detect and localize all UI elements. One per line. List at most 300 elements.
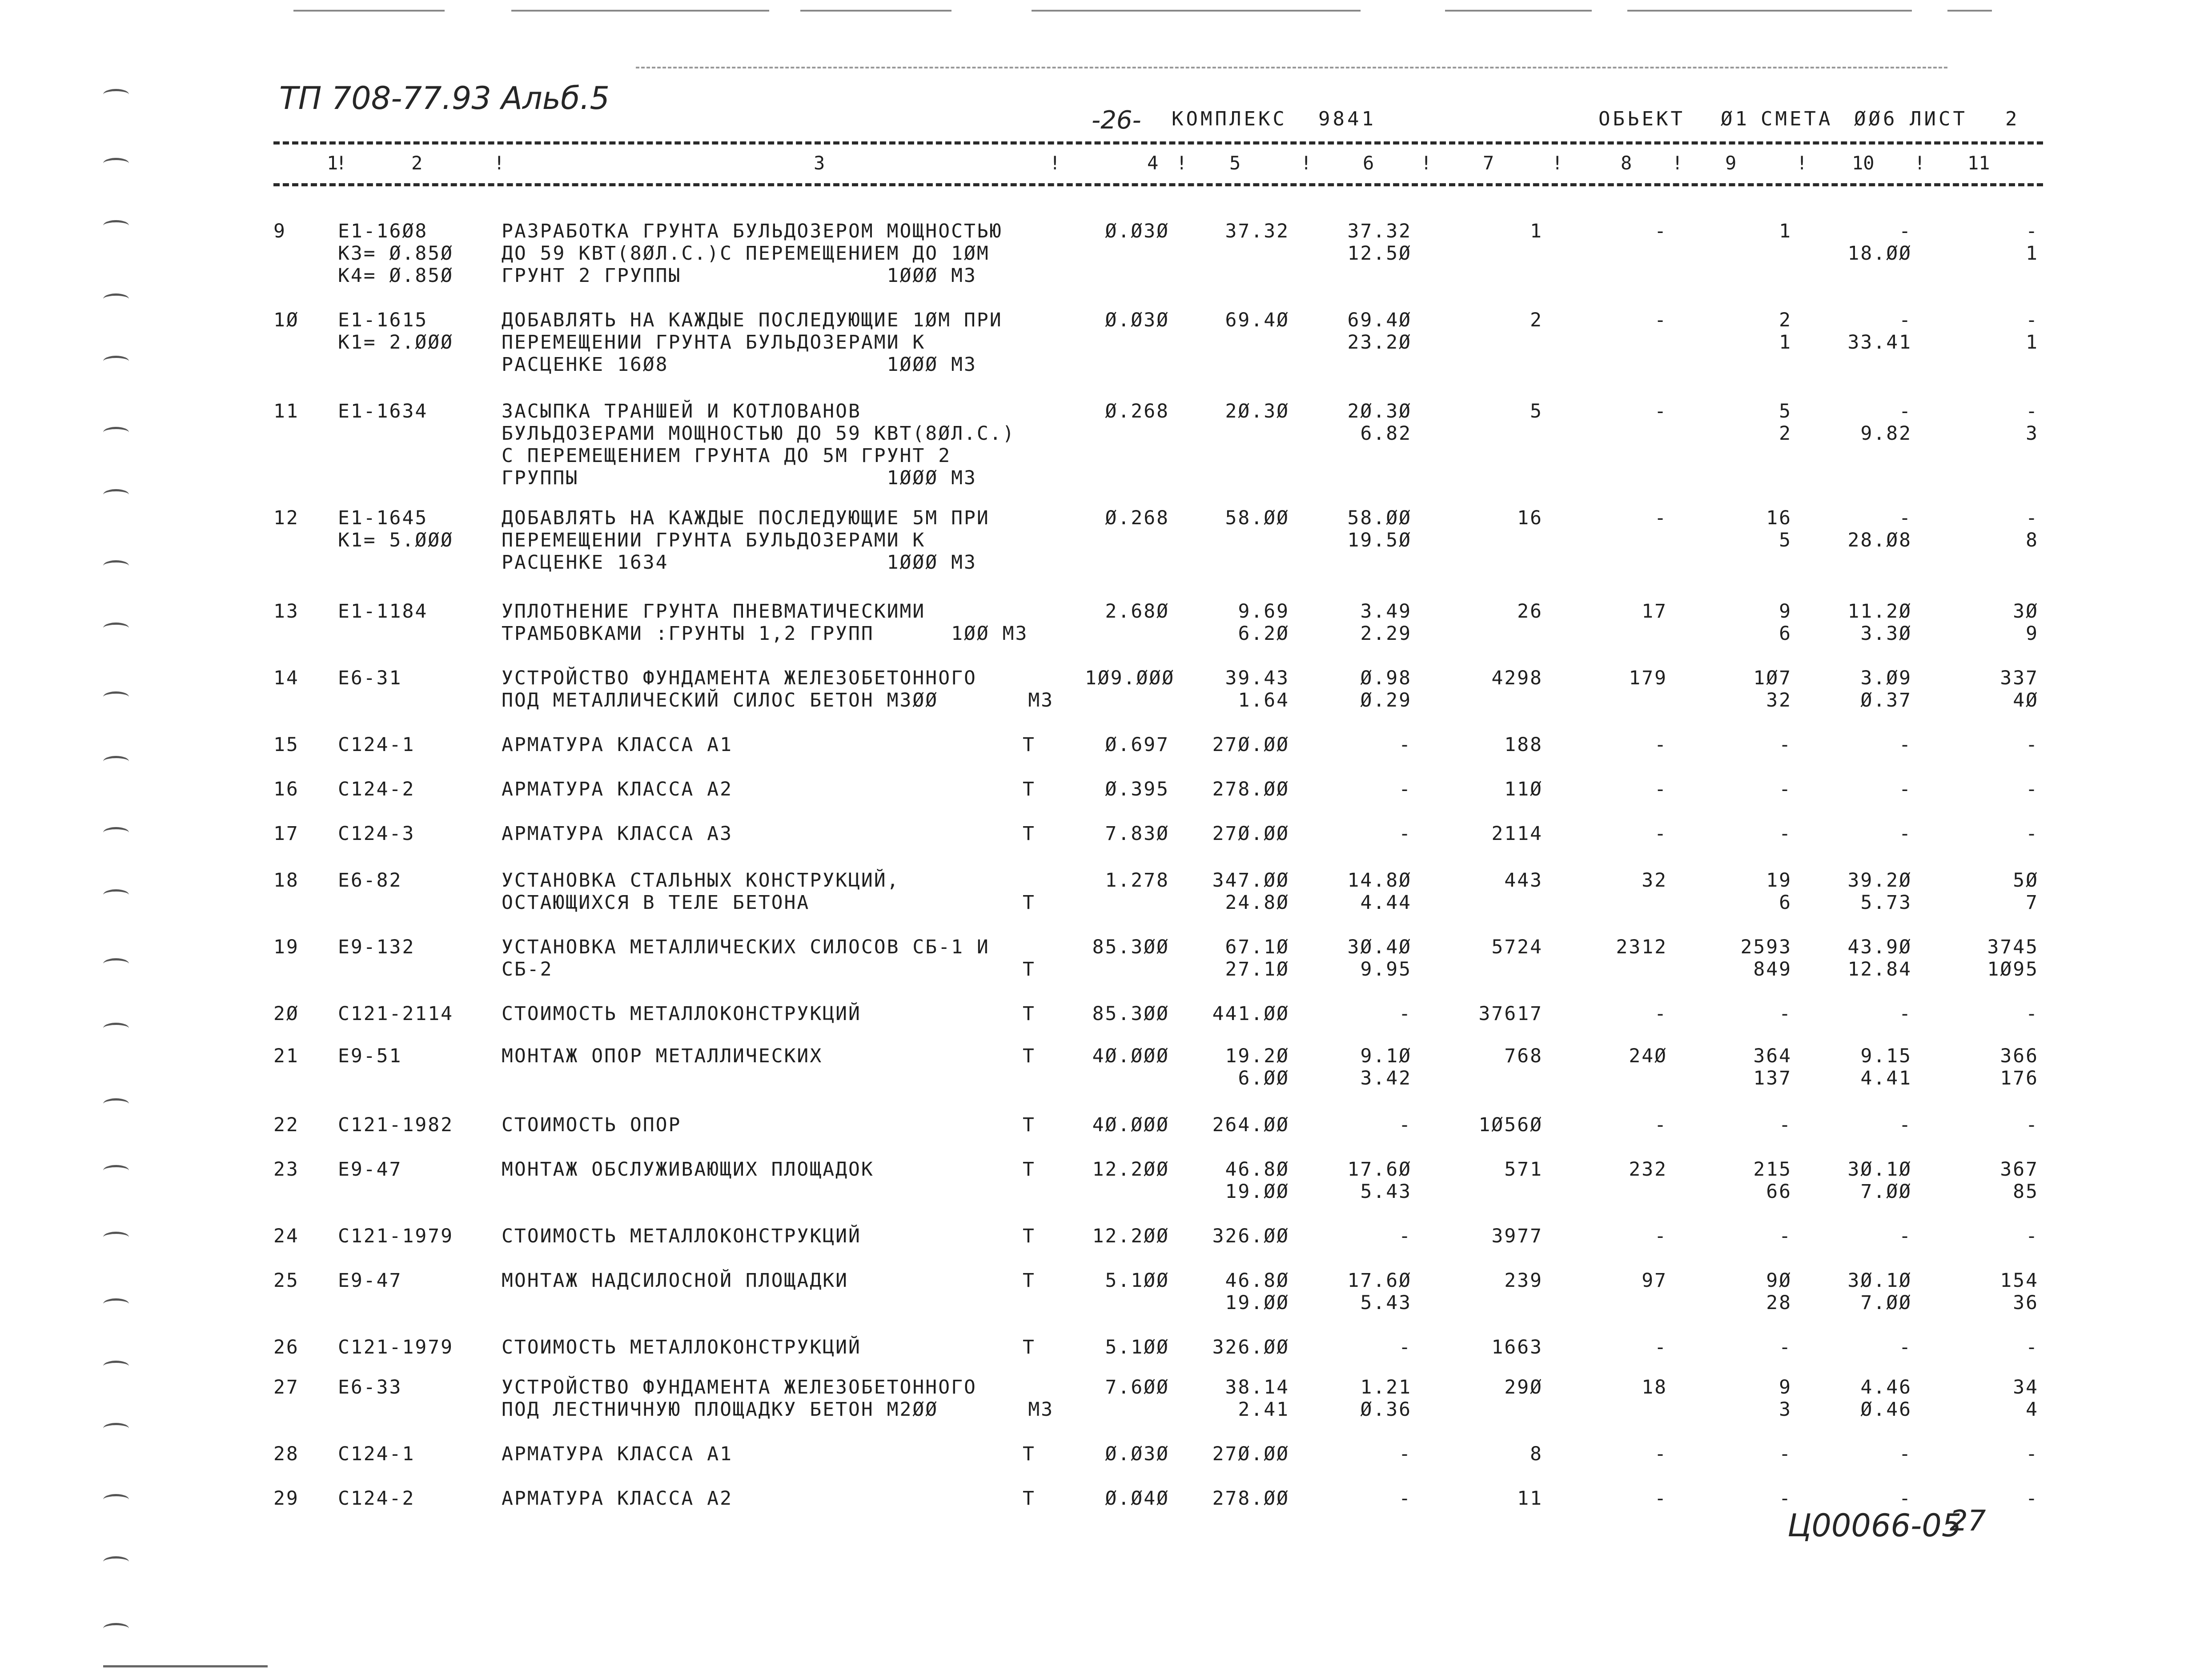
- col-11-line: 3745: [1987, 936, 2039, 958]
- quantity: Ø.Ø3Ø: [1105, 220, 1169, 242]
- col-10-line: -: [1899, 1003, 1912, 1025]
- col-9-line: 9: [1779, 600, 1792, 623]
- edge-mark: [103, 1623, 129, 1634]
- work-description-line: ГРУНТ 2 ГРУППЫ 1ØØØ М3: [502, 265, 977, 287]
- col-5: [1183, 220, 1289, 242]
- col-8: -: [1654, 1443, 1667, 1465]
- rate-code: [338, 1003, 476, 1025]
- col-11-line: -: [2026, 400, 2039, 422]
- col-9: [1676, 220, 1792, 242]
- col-11-line: 367: [2000, 1158, 2039, 1181]
- row-number: 9: [273, 220, 286, 242]
- col-5-line: 67.1Ø: [1225, 936, 1289, 958]
- col-10-line: 3Ø.1Ø: [1847, 1158, 1912, 1181]
- col-7: 239: [1504, 1269, 1543, 1292]
- col-5-line: 441.ØØ: [1212, 1003, 1289, 1025]
- quantity: 12.2ØØ: [1092, 1225, 1169, 1247]
- work-description-line: ОСТАЮЩИХСЯ В ТЕЛЕ БЕТОНА: [502, 892, 810, 914]
- quantity: 12.2ØØ: [1092, 1158, 1169, 1181]
- col-6-line: 6.82: [1360, 422, 1412, 445]
- col-10-line: 39.2Ø: [1847, 869, 1912, 892]
- unit: Т: [1023, 1045, 1036, 1067]
- work-description-line: УСТАНОВКА МЕТАЛЛИЧЕСКИХ СИЛОСОВ СБ-1 И: [502, 936, 990, 958]
- work-description: [502, 1443, 1013, 1465]
- col-10: [1805, 1045, 1912, 1089]
- col-9-line: 9: [1779, 1376, 1792, 1398]
- work-description-line: АРМАТУРА КЛАССА А2: [502, 1487, 733, 1510]
- header-rule-bottom: [273, 183, 2043, 186]
- work-description-line: СТОИМОСТЬ МЕТАЛЛОКОНСТРУКЦИЙ: [502, 1225, 861, 1247]
- col-10-line: 9.82: [1860, 422, 1912, 445]
- edge-mark: [103, 489, 129, 500]
- col-9: [1676, 1045, 1792, 1089]
- col-7: 26: [1517, 600, 1543, 623]
- column-separator: !: [1914, 152, 1926, 174]
- footer-stamp: Ц00066-05: [1787, 1507, 1962, 1544]
- quantity: 7.6ØØ: [1105, 1376, 1169, 1398]
- col-9-line: 6: [1779, 892, 1792, 914]
- col-5-line: 39.43: [1225, 667, 1289, 689]
- work-description-line: АРМАТУРА КЛАССА А3: [502, 823, 733, 845]
- rate-code-line: K1= 2.ØØØ: [338, 331, 454, 353]
- col-11-line: -: [2026, 1225, 2039, 1247]
- rate-code-line: E9-47: [338, 1158, 402, 1181]
- work-description-line: ДО 59 КВТ(8ØЛ.С.)С ПЕРЕМЕЩЕНИЕМ ДО 1ØМ: [502, 242, 990, 265]
- quantity: Ø.697: [1105, 734, 1169, 756]
- col-9-line: -: [1779, 1443, 1792, 1465]
- col-9-line: 1: [1779, 220, 1792, 242]
- col-11-line: 8: [2026, 529, 2039, 551]
- col-11: [1921, 1336, 2039, 1358]
- quantity: 85.3ØØ: [1092, 1003, 1169, 1025]
- row-number: 17: [273, 823, 299, 845]
- col-9: [1676, 507, 1792, 551]
- col-7: 8: [1530, 1443, 1543, 1465]
- col-5-line: 9.69: [1238, 600, 1289, 623]
- col-9-line: -: [1779, 778, 1792, 800]
- col-10: [1805, 507, 1912, 551]
- col-7: 768: [1504, 1045, 1543, 1067]
- col-10: [1805, 220, 1912, 265]
- rate-code-line: C124-1: [338, 734, 415, 756]
- col-11-line: -: [2026, 1114, 2039, 1136]
- rate-code-line: K3= Ø.85Ø: [338, 242, 454, 265]
- col-11-line: -: [2026, 1336, 2039, 1358]
- rate-code-line: E9-51: [338, 1045, 402, 1067]
- col-10-line: -: [1899, 778, 1912, 800]
- col-5: [1183, 600, 1289, 645]
- rate-code-line: K4= Ø.85Ø: [338, 265, 454, 287]
- edge-mark: [103, 1232, 129, 1243]
- col-6-line: 69.4Ø: [1347, 309, 1412, 331]
- col-6-line: 17.6Ø: [1347, 1269, 1412, 1292]
- rate-code: [338, 507, 476, 551]
- work-description-line: С ПЕРЕМЕЩЕНИЕМ ГРУНТА ДО 5М ГРУНТ 2: [502, 445, 951, 467]
- quantity: 5.1ØØ: [1105, 1336, 1169, 1358]
- col-11-line: 3: [2026, 422, 2039, 445]
- col-5-line: 27Ø.ØØ: [1212, 734, 1289, 756]
- col-11: [1921, 1114, 2039, 1136]
- col-5-line: 6.2Ø: [1238, 623, 1289, 645]
- work-description: [502, 1114, 1013, 1136]
- work-description-line: СБ-2: [502, 958, 553, 980]
- col-8: -: [1654, 507, 1667, 529]
- work-description-line: ЗАСЫПКА ТРАНШЕЙ И КОТЛОВАНОВ: [502, 400, 861, 422]
- col-10: [1805, 1158, 1912, 1203]
- rate-code-line: E9-132: [338, 936, 415, 958]
- col-11: [1921, 400, 2039, 445]
- col-5: [1183, 869, 1289, 914]
- col-6: [1303, 1443, 1412, 1465]
- col-5-line: 326.ØØ: [1212, 1225, 1289, 1247]
- col-6: [1303, 869, 1412, 914]
- col-11-line: -: [2026, 1443, 2039, 1465]
- rate-code: [338, 600, 476, 623]
- col-7: 571: [1504, 1158, 1543, 1181]
- work-description: [502, 1158, 1013, 1181]
- row-number: 12: [273, 507, 299, 529]
- col-5: [1183, 1003, 1289, 1025]
- col-10-line: -: [1899, 309, 1912, 331]
- col-6-line: Ø.29: [1360, 689, 1412, 711]
- work-description: [502, 1269, 1013, 1292]
- column-header-7: 7: [1483, 152, 1494, 174]
- col-6: [1303, 600, 1412, 645]
- col-5-line: 1.64: [1238, 689, 1289, 711]
- col-11-line: -: [2026, 309, 2039, 331]
- col-7: 1663: [1491, 1336, 1543, 1358]
- work-description-line: МОНТАЖ ОПОР МЕТАЛЛИЧЕСКИХ: [502, 1045, 823, 1067]
- col-5: [1183, 1225, 1289, 1247]
- col-6-line: 1.21: [1360, 1376, 1412, 1398]
- edge-mark: [103, 220, 129, 231]
- col-6: [1303, 1225, 1412, 1247]
- unit: Т: [1023, 1003, 1036, 1025]
- rate-code: [338, 1336, 476, 1358]
- col-10: [1805, 734, 1912, 756]
- col-10-line: -: [1899, 1336, 1912, 1358]
- edge-mark: [103, 1556, 129, 1567]
- col-10: [1805, 1269, 1912, 1314]
- col-8: -: [1654, 823, 1667, 845]
- col-10-line: 11.2Ø: [1847, 600, 1912, 623]
- col-11: [1921, 220, 2039, 265]
- column-separator: !: [1176, 152, 1188, 174]
- col-8: 18: [1642, 1376, 1667, 1398]
- row-number: 14: [273, 667, 299, 689]
- column-header-9: 9: [1725, 152, 1737, 174]
- col-5: [1183, 1376, 1289, 1421]
- col-10-line: -: [1899, 400, 1912, 422]
- col-10: [1805, 600, 1912, 645]
- col-5: [1183, 667, 1289, 711]
- scan-line: [293, 10, 445, 12]
- work-description-line: АРМАТУРА КЛАССА А1: [502, 734, 733, 756]
- col-6-line: 14.8Ø: [1347, 869, 1412, 892]
- col-11: [1921, 1443, 2039, 1465]
- rate-code: [338, 309, 476, 353]
- row-number: 13: [273, 600, 299, 623]
- col-7: 11: [1517, 1487, 1543, 1510]
- unit: Т: [1023, 1487, 1036, 1510]
- column-header-5: 5: [1229, 152, 1241, 174]
- work-description-line: ПОД МЕТАЛЛИЧЕСКИЙ СИЛОС БЕТОН М3ØØ М3: [502, 689, 1054, 711]
- col-5: [1183, 1045, 1289, 1089]
- col-9: [1676, 1487, 1792, 1510]
- row-number: 18: [273, 869, 299, 892]
- col-9-line: 2: [1779, 309, 1792, 331]
- scan-line: [800, 10, 951, 12]
- col-10-line: 3.3Ø: [1860, 623, 1912, 645]
- column-header-1: 1: [327, 152, 338, 174]
- col-6-line: 2.29: [1360, 623, 1412, 645]
- col-6-line: -: [1399, 823, 1412, 845]
- edge-mark: [103, 356, 129, 367]
- work-description: [502, 220, 1013, 287]
- column-separator: !: [1301, 152, 1312, 174]
- col-9-line: -: [1779, 1225, 1792, 1247]
- rate-code-line: E1-1645: [338, 507, 428, 529]
- rate-code-line: C121-1982: [338, 1114, 454, 1136]
- col-10-line: Ø.37: [1860, 689, 1912, 711]
- work-description: [502, 1376, 1054, 1421]
- col-10: [1805, 869, 1912, 914]
- col-5: [1183, 1336, 1289, 1358]
- col-11-line: 337: [2000, 667, 2039, 689]
- column-separator: !: [336, 152, 347, 174]
- col-11: [1921, 1269, 2039, 1314]
- col-5: [1183, 309, 1289, 331]
- col-6-line: -: [1399, 1225, 1412, 1247]
- unit: Т: [1023, 823, 1036, 845]
- work-description-line: УСТАНОВКА СТАЛЬНЫХ КОНСТРУКЦИЙ,: [502, 869, 900, 892]
- col-6-line: 19.5Ø: [1347, 529, 1412, 551]
- work-description: [502, 778, 1013, 800]
- col-6-line: 9.1Ø: [1360, 1045, 1412, 1067]
- header-rule-top: [273, 141, 2043, 145]
- scan-line: [1627, 10, 1912, 12]
- col-6-line: 17.6Ø: [1347, 1158, 1412, 1181]
- unit: Т: [1023, 1158, 1036, 1181]
- rate-code-line: E1-1615: [338, 309, 428, 331]
- edge-mark: [103, 1023, 129, 1034]
- rate-code: [338, 1269, 476, 1292]
- edge-mark: [103, 560, 129, 571]
- col-5-line: 6.ØØ: [1238, 1067, 1289, 1089]
- row-number: 19: [273, 936, 299, 958]
- object-label: ОБЬЕКТ: [1598, 108, 1685, 130]
- col-10: [1805, 823, 1912, 845]
- col-9: [1676, 1269, 1792, 1314]
- col-11-line: -: [2026, 1487, 2039, 1510]
- col-6-line: -: [1399, 1114, 1412, 1136]
- rate-code-line: C124-2: [338, 778, 415, 800]
- col-9-line: 3: [1779, 1398, 1792, 1421]
- col-6: [1303, 507, 1412, 551]
- work-description-line: МОНТАЖ ОБСЛУЖИВАЮЩИХ ПЛОЩАДОК: [502, 1158, 874, 1181]
- col-6-line: 58.ØØ: [1347, 507, 1412, 529]
- rate-code: [338, 734, 476, 756]
- handwritten-page-number: -26-: [1092, 106, 1141, 135]
- col-9-line: 364: [1753, 1045, 1792, 1067]
- col-10: [1805, 1114, 1912, 1136]
- col-6-line: Ø.36: [1360, 1398, 1412, 1421]
- col-5-line: 38.14: [1225, 1376, 1289, 1398]
- col-10-line: 7.ØØ: [1860, 1181, 1912, 1203]
- col-7: 2: [1530, 309, 1543, 331]
- col-10-line: 43.9Ø: [1847, 936, 1912, 958]
- col-8: -: [1654, 400, 1667, 422]
- col-7: 5724: [1491, 936, 1543, 958]
- column-header-11: 11: [1967, 152, 1990, 174]
- col-10: [1805, 1487, 1912, 1510]
- column-separator: !: [1552, 152, 1563, 174]
- row-number: 26: [273, 1336, 299, 1358]
- work-description-line: УСТРОЙСТВО ФУНДАМЕНТА ЖЕЛЕЗОБЕТОННОГО: [502, 667, 977, 689]
- work-description-line: ГРУППЫ 1ØØØ М3: [502, 467, 977, 489]
- col-10-line: -: [1899, 220, 1912, 242]
- col-11: [1921, 1376, 2039, 1421]
- col-11: [1921, 667, 2039, 711]
- scan-line: [1947, 10, 1992, 12]
- unit: Т: [1023, 1269, 1036, 1292]
- col-5-line: 19.ØØ: [1225, 1181, 1289, 1203]
- rate-code: [338, 823, 476, 845]
- col-7: 1: [1530, 220, 1543, 242]
- work-description: [502, 1336, 1013, 1358]
- scan-line: [1032, 10, 1361, 12]
- col-9-line: 9Ø: [1766, 1269, 1792, 1292]
- edge-mark: [103, 1298, 129, 1309]
- col-9-line: -: [1779, 1487, 1792, 1510]
- col-6-line: 9.95: [1360, 958, 1412, 980]
- col-5: [1183, 1269, 1289, 1314]
- estimate-value: ØØ6: [1854, 108, 1898, 130]
- col-5: [1183, 1158, 1289, 1203]
- col-10-line: -: [1899, 1114, 1912, 1136]
- col-8: 232: [1629, 1158, 1667, 1181]
- row-number: 15: [273, 734, 299, 756]
- col-6: [1303, 220, 1412, 265]
- quantity: Ø.395: [1105, 778, 1169, 800]
- col-6: [1303, 400, 1412, 445]
- col-5-line: 347.ØØ: [1212, 869, 1289, 892]
- column-header-3: 3: [814, 152, 825, 174]
- column-header-10: 10: [1852, 152, 1875, 174]
- col-10-line: 18.ØØ: [1847, 242, 1912, 265]
- quantity: 4Ø.ØØØ: [1092, 1114, 1169, 1136]
- col-11: [1921, 734, 2039, 756]
- col-8: -: [1654, 1114, 1667, 1136]
- col-10: [1805, 400, 1912, 445]
- col-9-line: 137: [1753, 1067, 1792, 1089]
- col-10-line: 4.41: [1860, 1067, 1912, 1089]
- col-10: [1805, 778, 1912, 800]
- work-description-line: РАСЦЕНКЕ 16Ø8 1ØØØ М3: [502, 353, 977, 376]
- col-10: [1805, 1443, 1912, 1465]
- col-9-line: -: [1779, 734, 1792, 756]
- col-9: [1676, 823, 1792, 845]
- col-11-line: 176: [2000, 1067, 2039, 1089]
- col-10-line: Ø.46: [1860, 1398, 1912, 1421]
- rate-code: [338, 400, 476, 422]
- quantity: Ø.268: [1105, 400, 1169, 422]
- col-6-line: 23.2Ø: [1347, 331, 1412, 353]
- col-10-line: -: [1899, 1487, 1912, 1510]
- work-description: [502, 600, 1028, 645]
- col-9-line: 6: [1779, 623, 1792, 645]
- quantity: 7.83Ø: [1105, 823, 1169, 845]
- col-11-line: 36: [2013, 1292, 2039, 1314]
- col-11-line: 154: [2000, 1269, 2039, 1292]
- col-5-line: 37.32: [1225, 220, 1289, 242]
- column-header-2: 2: [411, 152, 423, 174]
- rate-code-line: C124-2: [338, 1487, 415, 1510]
- column-separator: !: [1796, 152, 1808, 174]
- work-description-line: БУЛЬДОЗЕРАМИ МОЩНОСТЬЮ ДО 59 КВТ(8ØЛ.С.): [502, 422, 1016, 445]
- col-9-line: -: [1779, 1336, 1792, 1358]
- quantity: Ø.Ø3Ø: [1105, 1443, 1169, 1465]
- footer-page: 27: [1950, 1505, 1986, 1538]
- rate-code: [338, 1376, 476, 1398]
- handwritten-title: ТП 708-77.93 Альб.5: [279, 80, 610, 116]
- col-9-line: 32: [1766, 689, 1792, 711]
- col-6: [1303, 823, 1412, 845]
- col-6: [1303, 1376, 1412, 1421]
- col-5-line: 326.ØØ: [1212, 1336, 1289, 1358]
- col-11-line: 85: [2013, 1181, 2039, 1203]
- col-11: [1921, 1045, 2039, 1089]
- rate-code-line: E9-47: [338, 1269, 402, 1292]
- unit: Т: [1023, 778, 1036, 800]
- quantity: 85.3ØØ: [1092, 936, 1169, 958]
- unit: Т: [1023, 1114, 1036, 1136]
- work-description-line: АРМАТУРА КЛАССА А1: [502, 1443, 733, 1465]
- col-10: [1805, 1225, 1912, 1247]
- row-number: 27: [273, 1376, 299, 1398]
- col-10: [1805, 936, 1912, 980]
- col-11-line: -: [2026, 1003, 2039, 1025]
- work-description: [502, 507, 1013, 574]
- edge-mark: [103, 1494, 129, 1505]
- col-8: -: [1654, 1225, 1667, 1247]
- col-6: [1303, 734, 1412, 756]
- col-7: 4298: [1491, 667, 1543, 689]
- rate-code-line: C121-1979: [338, 1225, 454, 1247]
- col-10-line: 3Ø.1Ø: [1847, 1269, 1912, 1292]
- col-6: [1303, 1336, 1412, 1358]
- quantity: 5.1ØØ: [1105, 1269, 1169, 1292]
- quantity: 1.278: [1105, 869, 1169, 892]
- col-6-line: 5.43: [1360, 1181, 1412, 1203]
- col-7: 29Ø: [1504, 1376, 1543, 1398]
- col-8: 24Ø: [1629, 1045, 1667, 1067]
- row-number: 2Ø: [273, 1003, 299, 1025]
- col-6-line: -: [1399, 1443, 1412, 1465]
- row-number: 23: [273, 1158, 299, 1181]
- col-9-line: -: [1779, 1003, 1792, 1025]
- col-5-line: 46.8Ø: [1225, 1269, 1289, 1292]
- unit: Т: [1023, 734, 1036, 756]
- row-number: 16: [273, 778, 299, 800]
- work-description-line: СТОИМОСТЬ МЕТАЛЛОКОНСТРУКЦИЙ: [502, 1003, 861, 1025]
- rate-code: [338, 1114, 476, 1136]
- col-9: [1676, 1225, 1792, 1247]
- work-description-line: ТРАМБОВКАМИ :ГРУНТЫ 1,2 ГРУПП 1ØØ М3: [502, 623, 1028, 645]
- sheet-value: 2: [2005, 108, 2020, 130]
- col-5-line: 46.8Ø: [1225, 1158, 1289, 1181]
- col-5: [1183, 507, 1289, 529]
